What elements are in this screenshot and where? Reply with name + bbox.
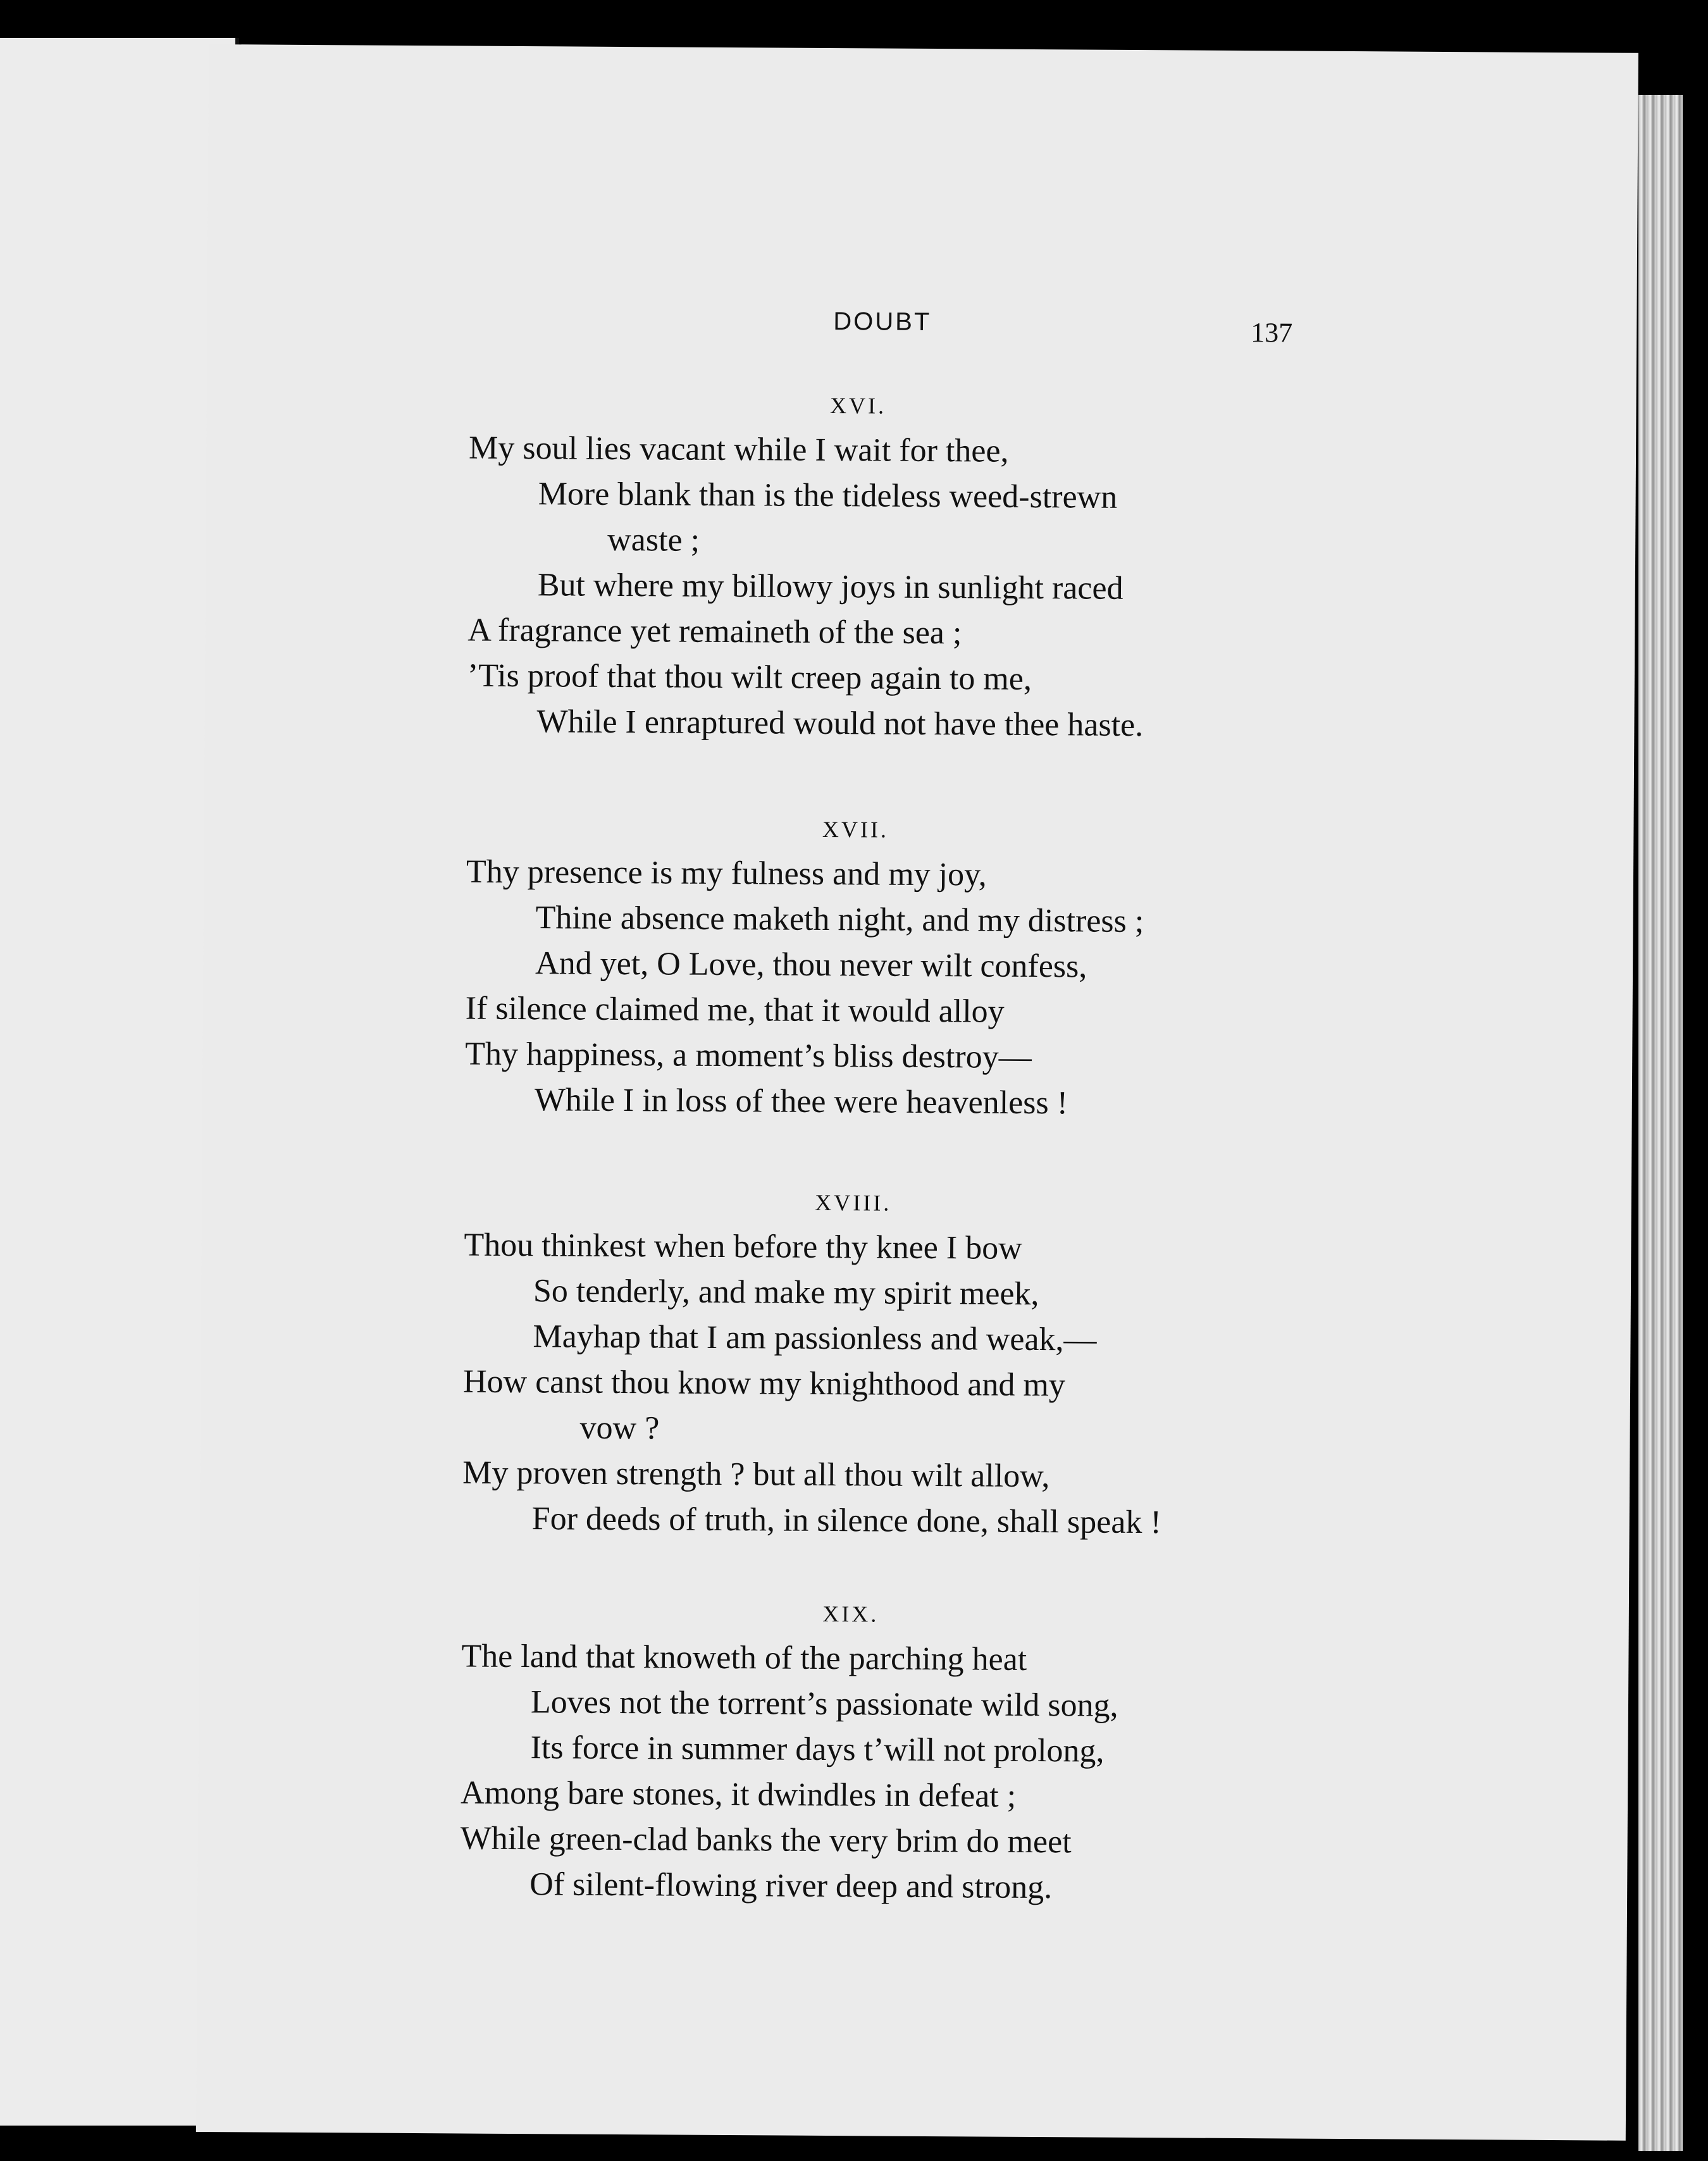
verse-line: Thy presence is my fulness and my joy,	[466, 853, 987, 893]
stanza-xviii	[200, 1177, 1631, 1549]
verse-line: Loves not the torrent’s passionate wild song,	[530, 1684, 1118, 1724]
stanza-xvi	[204, 380, 1636, 752]
verse-line: Among bare stones, it dwindles in defeat ;	[460, 1774, 1017, 1814]
stanza-xix	[197, 1588, 1629, 1914]
verse-line: waste ;	[607, 521, 700, 559]
verse-line: More blank than is the tideless weed-strewn	[538, 476, 1118, 516]
verse-line: My soul lies vacant while I wait for thee,	[468, 430, 1009, 469]
verse-line: Thou thinkest when before thy knee I bow	[464, 1227, 1022, 1266]
stanza-number: XVII.	[822, 816, 889, 843]
verse-line: For deeds of truth, in silence done, shall speak !	[531, 1501, 1161, 1541]
stanza-number: XVIII.	[815, 1189, 892, 1216]
book-page-edges	[1638, 95, 1683, 2151]
verse-line: But where my billowy joys in sunlight raced	[537, 567, 1123, 607]
verse-line: Mayhap that I am passionless and weak,—	[533, 1318, 1097, 1358]
verse-line: How canst thou know my knighthood and my	[462, 1363, 1066, 1404]
page-header	[207, 259, 1637, 349]
verse-line: vow ?	[579, 1409, 660, 1447]
stanza-number: XIX.	[822, 1601, 879, 1627]
page-number: 137	[1251, 317, 1293, 349]
verse-line: While I enraptured would not have thee haste.	[536, 703, 1144, 744]
verse-line: If silence claimed me, that it would alloy	[465, 990, 1005, 1030]
verse-line: While green-clad banks the very brim do meet	[460, 1820, 1072, 1861]
verse-line: My proven strength ? but all thou wilt allow,	[462, 1454, 1050, 1495]
stanza-xvii	[202, 803, 1634, 1130]
verse-line: The land that knoweth of the parching heat	[461, 1638, 1027, 1678]
verse-line: Its force in summer days t’will not prolong,	[530, 1730, 1105, 1769]
stanza-number: XVI.	[829, 393, 887, 419]
verse-line: ’Tis proof that thou wilt creep again to me,	[467, 657, 1032, 697]
verse-line: And yet, O Love, thou never wilt confess,	[535, 945, 1087, 985]
book-page	[196, 44, 1638, 2141]
running-title: DOUBT	[833, 307, 932, 336]
verse-line: Thy happiness, a moment’s bliss destroy—	[465, 1036, 1032, 1075]
verse-line: While I in loss of thee were heavenless !	[534, 1082, 1068, 1122]
verse-line: Thine absence maketh night, and my distress ;	[535, 900, 1144, 940]
verse-line: Of silent-flowing river deep and strong.	[529, 1866, 1053, 1906]
verse-line: A fragrance yet remaineth of the sea ;	[467, 612, 962, 652]
verse-line: So tenderly, and make my spirit meek,	[533, 1273, 1039, 1313]
